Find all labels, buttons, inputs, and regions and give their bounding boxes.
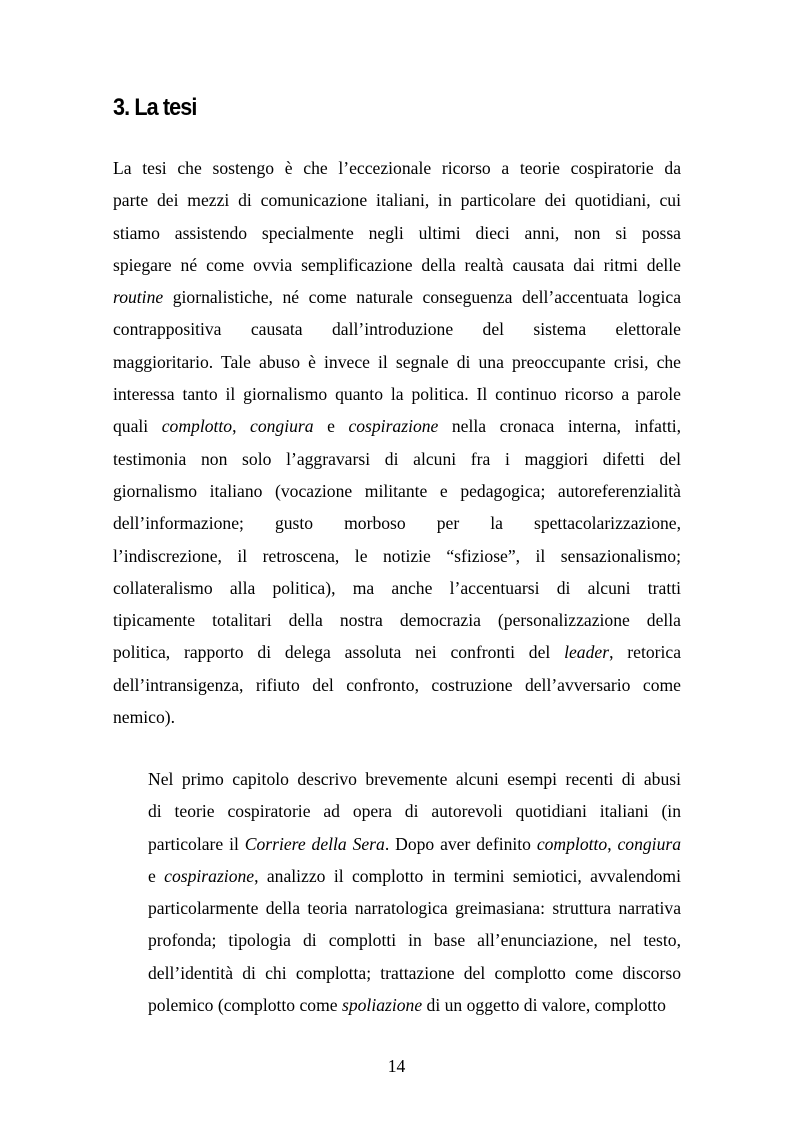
emphasized-term: cospirazione (348, 416, 439, 437)
text-line: collateralismo alla politica), ma anche l’accentuarsi di alcuni tratti (113, 577, 681, 598)
text-line (113, 828, 681, 860)
text-line: dell’informazione; gusto morboso per la spettacolarizzazione, (113, 513, 681, 534)
text-segment: , retorica (609, 642, 682, 663)
text-line: Nel primo capitolo descrivo brevemente alcuni esempi recenti di abusi (148, 769, 681, 789)
text-segment: nella cronaca interna, infatti, (438, 416, 682, 437)
text-line: contrappositiva causata dall’introduzione del sistema elettorale (113, 319, 681, 340)
page-number: 14 (387, 1056, 406, 1076)
text-line (113, 281, 681, 313)
emphasized-term: complotto (161, 416, 233, 437)
text-segment: politica, rapporto di delega assoluta nei confronti del (113, 642, 565, 663)
text-line (113, 636, 681, 668)
text-segment: di un oggetto di valore, complotto (422, 995, 666, 1016)
text-line: giornalismo italiano (vocazione militante e pedagogica; autoreferenzialità (113, 480, 681, 501)
body-paragraph-thesis (113, 152, 681, 733)
text-segment: . Dopo aver definito (384, 833, 537, 854)
text-line: di teorie cospiratorie ad opera di autorevoli quotidiani italiani (in (148, 801, 681, 822)
text-line: tipicamente totalitari della nostra democrazia (personalizzazione della (113, 610, 681, 631)
body-paragraph-first-chapter (113, 763, 681, 1021)
emphasized-term: Corriere della Sera (244, 833, 385, 854)
emphasized-term: complotto (536, 833, 608, 854)
text-line: interessa tanto il giornalismo quanto la politica. Il continuo ricorso a parole (113, 384, 681, 405)
text-segment: , (607, 833, 618, 854)
emphasized-term: congiura (617, 833, 682, 854)
section-heading: 3. La tesi (113, 94, 197, 121)
emphasized-term: routine (113, 287, 164, 308)
text-line: maggioritario. Tale abuso è invece il segnale di una preoccupante crisi, che (113, 351, 681, 372)
text-line: parte dei mezzi di comunicazione italiani, in particolare dei quotidiani, cui (113, 190, 681, 211)
emphasized-term: leader (564, 642, 610, 663)
text-line: profonda; tipologia di complotti in base all’enunciazione, nel testo, (148, 930, 681, 951)
text-line (113, 860, 681, 892)
text-line: dell’identità di chi complotta; trattazione del complotto come discorso (148, 962, 681, 983)
text-segment: giornalistiche, né come naturale conseguenza dell’accentuata logica (163, 287, 681, 308)
text-line: testimonia non solo l’aggravarsi di alcuni fra i maggiori difetti del (113, 448, 681, 469)
text-line: La tesi che sostengo è che l’eccezionale ricorso a teorie cospiratorie da (113, 158, 681, 178)
text-segment: polemico (complotto come (148, 995, 342, 1016)
text-line: spiegare né come ovvia semplificazione della realtà causata dai ritmi delle (113, 254, 681, 275)
text-line (113, 989, 681, 1021)
text-line: particolarmente della teoria narratologica greimasiana: struttura narrativa (148, 898, 681, 919)
emphasized-term: congiura (250, 416, 314, 437)
text-segment: particolare il (148, 833, 245, 854)
text-line: nemico). (113, 707, 176, 728)
emphasized-term: cospirazione (164, 865, 255, 886)
text-segment: quali (113, 416, 162, 437)
text-segment: e (148, 865, 165, 886)
text-line: stiamo assistendo specialmente negli ultimi dieci anni, non si possa (113, 222, 681, 243)
emphasized-term: spoliazione (341, 995, 423, 1016)
text-line: l’indiscrezione, il retroscena, le notizie “sfiziose”, il sensazionalismo; (113, 545, 681, 566)
text-segment: e (313, 416, 349, 437)
text-line (113, 410, 681, 442)
text-segment: , (232, 416, 251, 437)
text-segment: , analizzo il complotto in termini semiotici, avvalendomi (254, 865, 681, 886)
text-line: dell’intransigenza, rifiuto del confronto, costruzione dell’avversario come (113, 674, 681, 695)
